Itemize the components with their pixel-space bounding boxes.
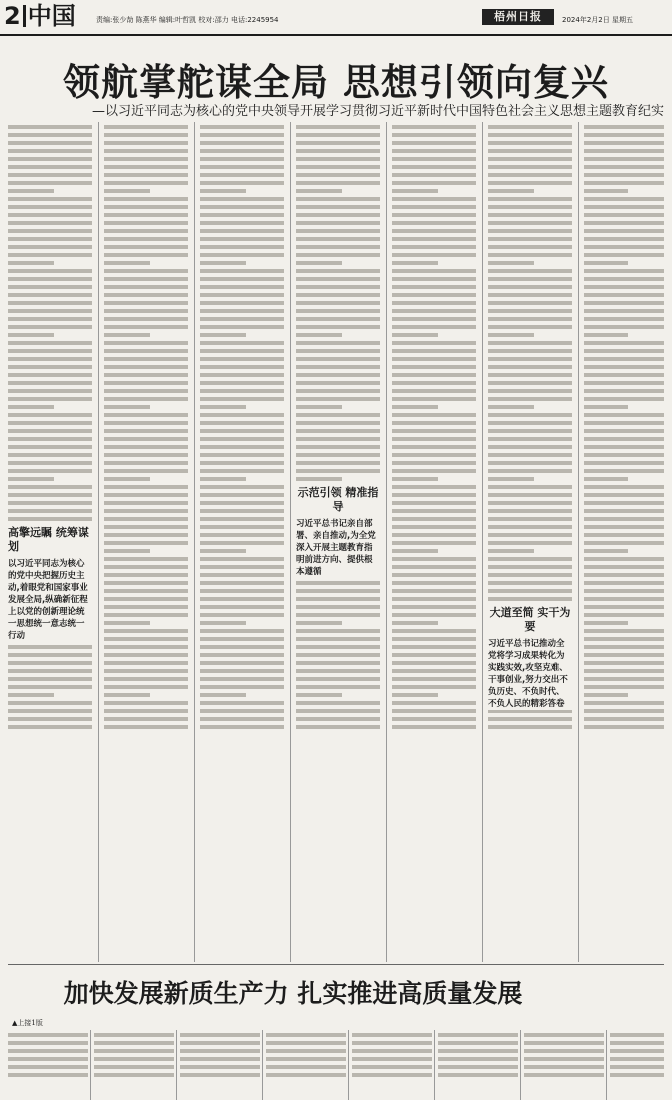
body-column-6 bbox=[488, 122, 572, 962]
subsection-1-heading: 高擎远瞩 统筹谋划 bbox=[8, 526, 89, 553]
newspaper-logo: 梧州日报 bbox=[482, 9, 554, 25]
staff-line: 责编:张少劼 陈燕华 编辑:叶哲凯 校对:邵力 电话:2245954 bbox=[96, 16, 279, 24]
continued-from-note: ▲上接1版 bbox=[12, 1019, 43, 1027]
body-column-3 bbox=[200, 122, 284, 962]
subsection-2-deck: 习近平总书记亲自部署、亲自推动,为全党深入开展主题教育指明前进方向、提供根本遵循 bbox=[296, 519, 376, 577]
subsection-3-heading: 大道至简 实干为要 bbox=[489, 606, 571, 633]
subsection-3-deck: 习近平总书记推动全党将学习成果转化为实践实效,攻坚克难、干事创业,努力交出不负历史、不负时代、不负人民的精彩答卷 bbox=[488, 639, 568, 709]
masthead-rule bbox=[0, 34, 672, 36]
page-number: 2 中国 bbox=[4, 2, 76, 30]
subsection-2-heading: 示范引领 精准指导 bbox=[297, 486, 379, 513]
issue-date: 2024年2月2日 星期五 bbox=[562, 16, 633, 24]
body-column-5 bbox=[392, 122, 476, 962]
subsection-1-deck: 以习近平同志为核心的党中央把握历史主动,着眼党和国家事业发展全局,纵确新征程上以党的创新理论统一思想统一意志统一行动 bbox=[8, 559, 88, 641]
masthead bbox=[0, 0, 672, 36]
article-body bbox=[8, 122, 664, 962]
second-headline: 加快发展新质生产力 扎实推进高质量发展 bbox=[63, 979, 523, 1008]
subsection-2 bbox=[296, 482, 380, 578]
subsection-3 bbox=[488, 602, 572, 710]
main-headline: 领航掌舵谋全局 思想引领向复兴 bbox=[63, 61, 609, 104]
second-article-body bbox=[8, 1030, 664, 1100]
section-name: 中国 bbox=[27, 2, 76, 30]
section-rule bbox=[8, 964, 664, 965]
body-column-2 bbox=[104, 122, 188, 962]
body-column-7 bbox=[584, 122, 664, 962]
main-subheadline: —以习近平同志为核心的党中央领导开展学习贯彻习近平新时代中国特色社会主义思想主题教育纪实 bbox=[91, 104, 664, 119]
subsection-1 bbox=[8, 522, 92, 642]
